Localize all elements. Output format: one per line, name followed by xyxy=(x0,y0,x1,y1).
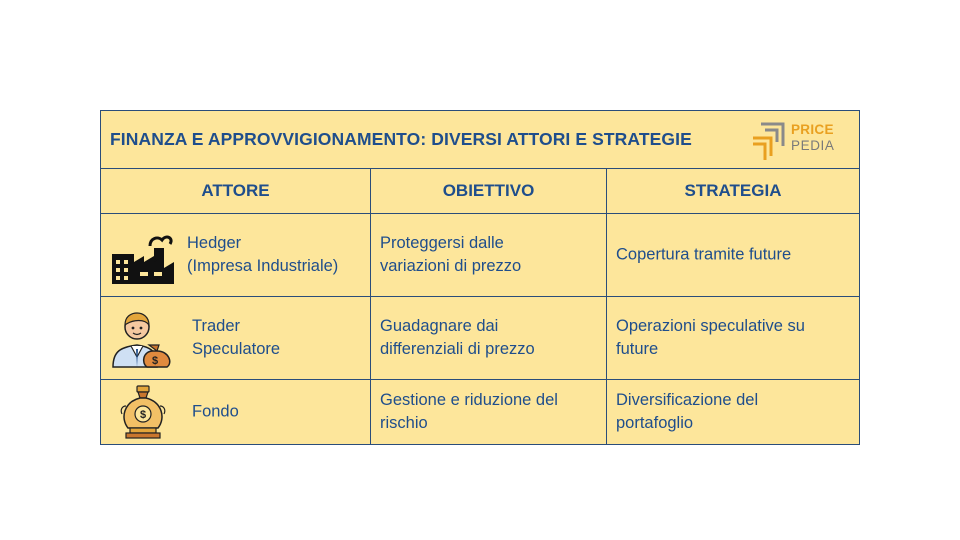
actor-label: Fondo xyxy=(192,402,239,421)
table-title-row xyxy=(101,111,859,169)
svg-text:$: $ xyxy=(139,409,147,421)
strategy-cell xyxy=(607,297,859,379)
strategy-cell xyxy=(607,380,859,444)
actor-cell xyxy=(101,380,371,444)
table-row xyxy=(101,297,859,380)
objective-text: Gestione e riduzione del rischio xyxy=(380,391,558,432)
table-title: FINANZA E APPROVVIGIONAMENTO: DIVERSI ATTORI E STRATEGIE xyxy=(110,129,692,149)
logo-text-price: PRICE xyxy=(791,122,834,137)
actor-label: Hedger (Impresa Industriale) xyxy=(187,234,339,275)
header-objective: OBIETTIVO xyxy=(371,169,607,213)
actor-cell xyxy=(101,297,371,379)
strategy-text: Diversificazione del portafoglio xyxy=(616,391,759,432)
objective-cell xyxy=(371,214,607,296)
pricepedia-logo-mark-icon xyxy=(751,120,791,162)
objective-cell xyxy=(371,297,607,379)
pricepedia-logo xyxy=(751,120,851,162)
strategy-text: Copertura tramite future xyxy=(616,245,792,264)
objective-cell xyxy=(371,380,607,444)
header-actor: ATTORE xyxy=(101,169,371,213)
fund-money-bag-icon xyxy=(118,384,168,440)
svg-text:$: $ xyxy=(151,355,159,367)
table-header-row xyxy=(101,169,859,214)
actor-label: Trader Speculatore xyxy=(192,317,281,358)
trader-money-bag-icon xyxy=(111,305,175,369)
actor-cell xyxy=(101,214,371,296)
objective-text: Proteggersi dalle variazioni di prezzo xyxy=(380,234,522,275)
header-strategy: STRATEGIA xyxy=(684,181,782,200)
logo-text-pedia: PEDIA xyxy=(791,138,835,153)
factory-icon xyxy=(110,232,176,286)
objective-text: Guadagnare dai differenziali di prezzo xyxy=(380,317,535,358)
strategy-cell xyxy=(607,214,859,296)
table-row xyxy=(101,214,859,297)
strategy-table xyxy=(100,110,860,445)
table-row xyxy=(101,380,859,444)
strategy-text: Operazioni speculative su future xyxy=(616,317,805,358)
